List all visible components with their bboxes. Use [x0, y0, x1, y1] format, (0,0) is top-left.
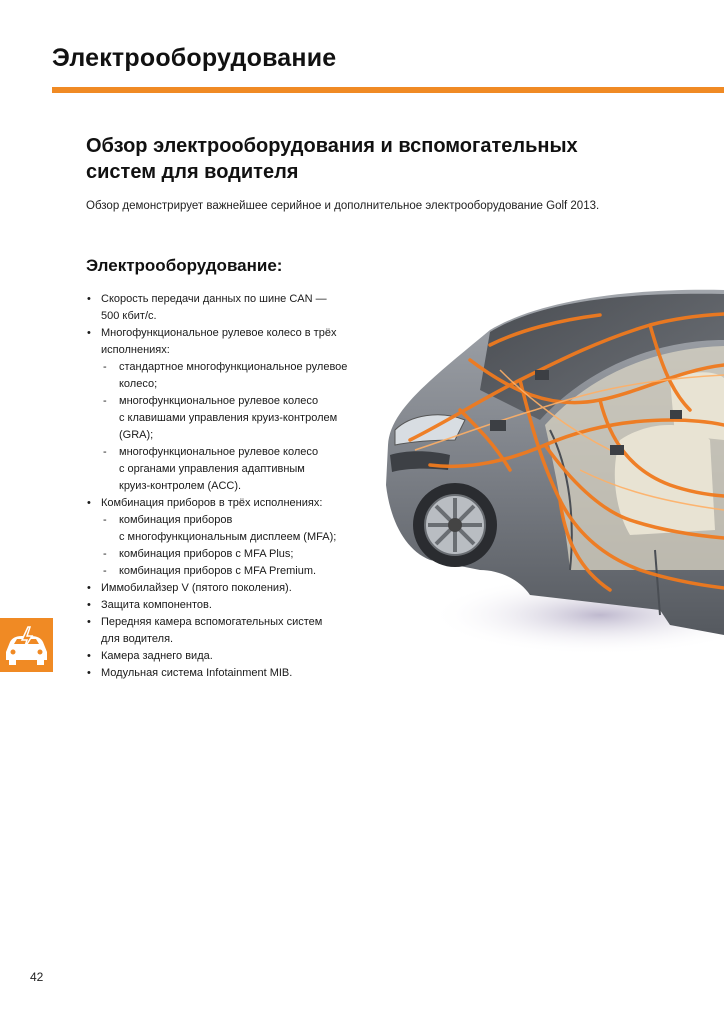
sub-list-item: - многофункциональное рулевое колесо с клавишами управления круиз-контролем (GRA); [101, 393, 371, 444]
car-electric-icon [0, 618, 53, 672]
list-item: • Передняя камера вспомогательных систем для водителя. [86, 614, 371, 648]
sub-list [101, 359, 371, 495]
sub-list-item: - стандартное многофункциональное рулевое колесо; [101, 359, 371, 393]
sub-list-item: - комбинация приборов с многофункциональным дисплеем (MFA); [101, 512, 371, 546]
chapter-divider [52, 87, 724, 93]
sub-list [101, 512, 371, 580]
list-item: • Защита компонентов. [86, 597, 371, 614]
control-module [610, 445, 624, 455]
section-title [86, 133, 666, 185]
sub-list-item: - многофункциональное рулевое колесо с органами управления адаптивным круиз-контролем (ACC). [101, 444, 371, 495]
sub-list-item: - комбинация приборов с MFA Plus; [101, 546, 371, 563]
section-title-line-1: Обзор электрооборудования и вспомогательных [86, 135, 578, 157]
chapter-title: Электрооборудование [52, 44, 337, 72]
list-item: • Комбинация приборов в трёх исполнениях: - комбинация приборов с многофункциональным дисплеем (MFA); - комбинация приборов с MFA Plus; - комбинация приборов с MFA Premium. [86, 495, 371, 580]
car-seat [670, 372, 724, 440]
control-module [535, 370, 549, 380]
control-module [670, 410, 682, 419]
section-title-line-2: систем для водителя [86, 161, 299, 183]
list-item: • Скорость передачи данных по шине CAN — 500 кбит/с. [86, 291, 371, 325]
list-item: • Иммобилайзер V (пятого поколения). [86, 580, 371, 597]
features-heading: Электрооборудование: [86, 256, 283, 275]
control-module [490, 420, 506, 431]
list-item: • Камера заднего вида. [86, 648, 371, 665]
intro-paragraph: Обзор демонстрирует важнейшее серийное и дополнительное электрооборудование Golf 2013. [86, 200, 600, 212]
features-list [86, 291, 371, 682]
page-number: 42 [30, 970, 44, 984]
chapter-side-tab [0, 618, 53, 672]
list-item: • Многофункциональное рулевое колесо в трёх исполнениях: - стандартное многофункциональное рулевое колесо; - многофункциональное рулевое колесо с клавишами управления круиз-контролем (GRA); - многофункциональное рулевое колесо с органами управления адаптивным круиз-контролем (ACC). [86, 325, 371, 495]
car-wiring-illustration [370, 270, 724, 660]
sub-list-item: - комбинация приборов с MFA Premium. [101, 563, 371, 580]
list-item: • Модульная система Infotainment MIB. [86, 665, 371, 682]
